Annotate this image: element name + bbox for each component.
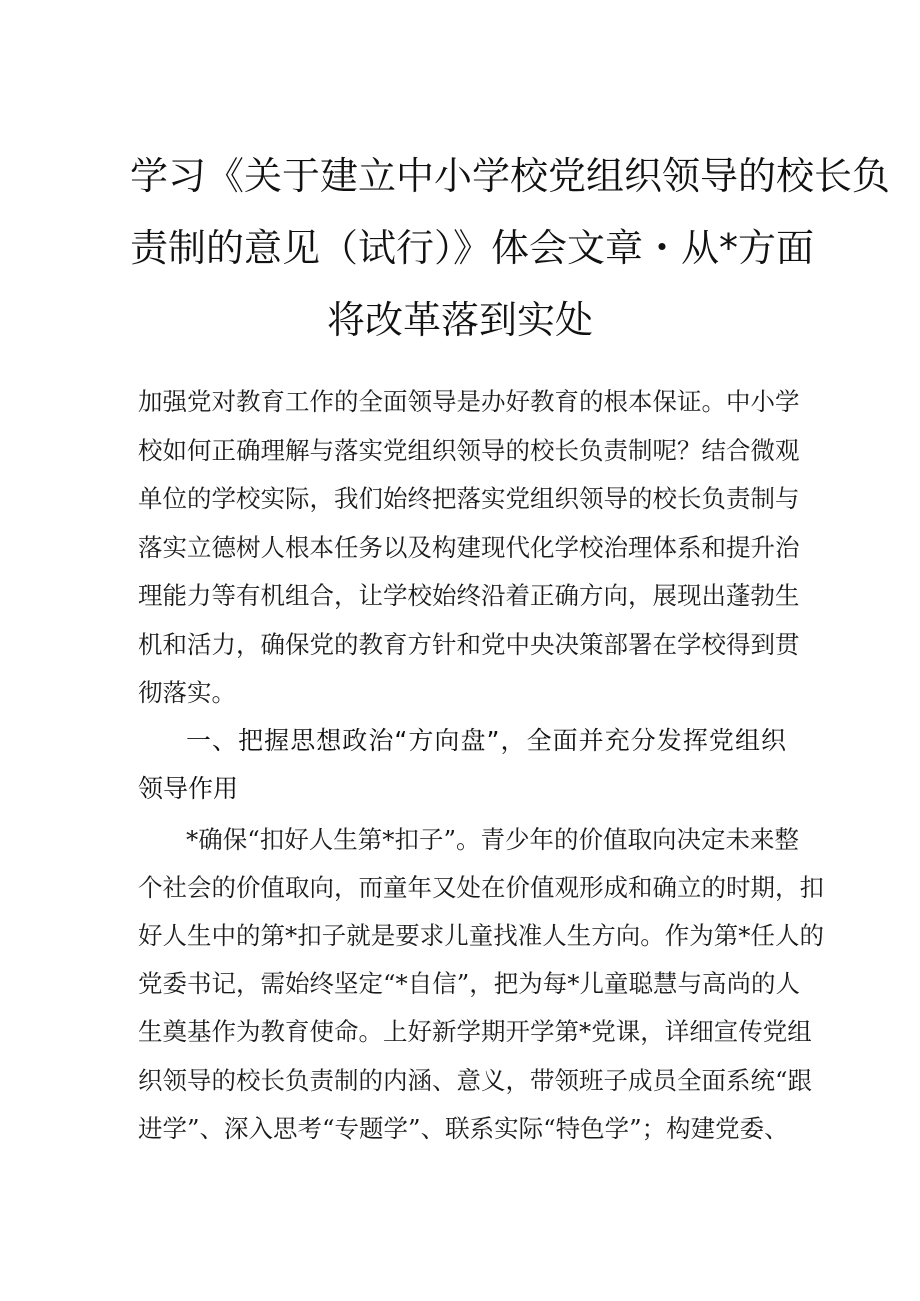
intro-paragraph-line: 机和活力，确保党的教育方针和党中央决策部署在学校得到贯 bbox=[138, 630, 800, 659]
section-paragraph-line: 党委书记，需始终坚定“*自信”，把为每*儿童聪慧与高尚的人 bbox=[138, 969, 801, 998]
document-title-line-2: 责制的意见（试行）》体会文章・从*方面 bbox=[130, 226, 815, 270]
intro-paragraph-line: 落实立德树人根本任务以及构建现代化学校治理体系和提升治 bbox=[138, 533, 800, 562]
section-paragraph-line: 好人生中的第*扣子就是要求儿童找准人生方向。作为第*任人的 bbox=[138, 921, 824, 950]
section-paragraph-line: *确保“扣好人生第*扣子”。青少年的价值取向决定未来整 bbox=[186, 825, 800, 854]
section-paragraph-line: 进学”、深入思考“专题学”、联系实际“特色学”；构建党委、 bbox=[138, 1114, 789, 1143]
section-heading-line: 领导作用 bbox=[138, 774, 239, 803]
section-heading-line: 一、把握思想政治“方向盘”，全面并充分发挥党组织 bbox=[186, 726, 786, 755]
intro-paragraph-line: 单位的学校实际，我们始终把落实党组织领导的校长负责制与 bbox=[138, 484, 800, 513]
intro-paragraph-line: 加强党对教育工作的全面领导是办好教育的根本保证。中小学 bbox=[138, 387, 800, 416]
section-paragraph-line: 个社会的价值取向，而童年又处在价值观形成和确立的时期，扣 bbox=[138, 873, 824, 902]
intro-paragraph-line: 彻落实。 bbox=[138, 678, 236, 707]
intro-paragraph-line: 校如何正确理解与落实党组织领导的校长负责制呢？结合微观 bbox=[138, 436, 800, 465]
intro-paragraph-line: 理能力等有机组合，让学校始终沿着正确方向，展现出蓬勃生 bbox=[138, 581, 800, 610]
document-title-line-3: 将改革落到实处 bbox=[326, 298, 593, 342]
document-title-line-1: 学习《关于建立中小学校党组织领导的校长负 bbox=[130, 154, 891, 198]
section-paragraph-line: 生奠基作为教育使命。上好新学期开学第*党课，详细宣传党组 bbox=[138, 1017, 812, 1046]
section-paragraph-line: 织领导的校长负责制的内涵、意义，带领班子成员全面系统“跟 bbox=[138, 1066, 813, 1095]
